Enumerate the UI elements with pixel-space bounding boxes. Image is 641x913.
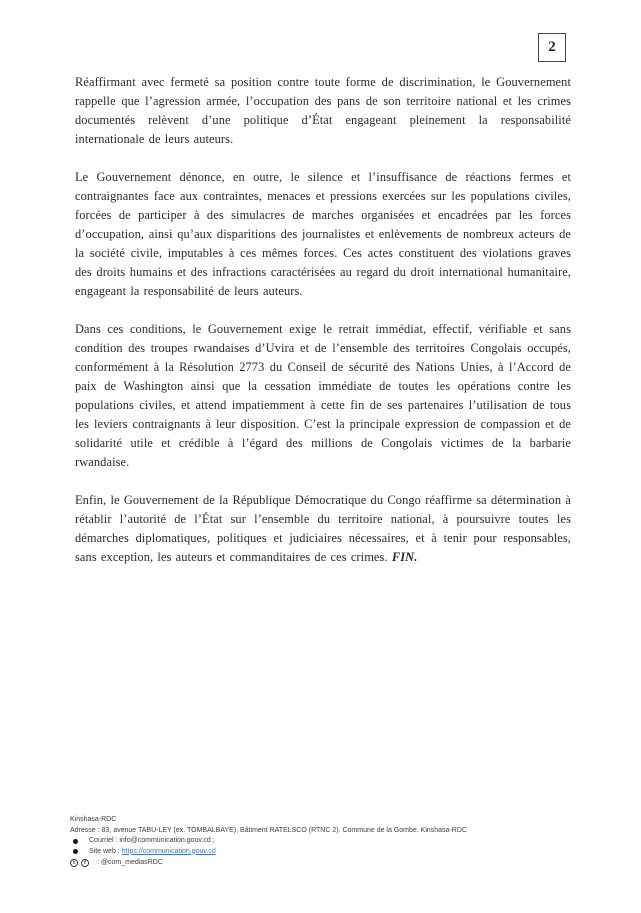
footer-social-line [70, 858, 570, 869]
twitter-icon: t [70, 859, 78, 867]
paragraph-conclusion-text: Enfin, le Gouvernement de la République Démocratique du Congo réaffirme sa détermination à rétablir l’autorité de l’État sur l’ensemble du territoire national, à poursuivre toutes les démarches diplomatiques, politiques et judiciaires nécessaires, et à tenir pour responsables, sans exception, les auteurs et commanditaires de ces crimes. [75, 493, 571, 564]
paragraph-conclusion [75, 491, 571, 567]
facebook-icon: f [81, 859, 89, 867]
footer-website-label: Site web : [89, 847, 120, 855]
footer-email-line [70, 836, 570, 847]
document-footer [70, 815, 570, 869]
paragraph-exigences: Dans ces conditions, le Gouvernement exige le retrait immédiat, effectif, vérifiable et sans condition des troupes rwandaises d’Uvira et de l’ensemble des territoires Congolais occupés, conformément à la Résolution 2773 du Conseil de sécurité des Nations Unies, à l’Accord de paix de Washington ainsi que la cessation immédiate de toutes les opérations contre les populations civiles, et attend impatiemment à cette fin de ses partenaires l’utilisation de tous les leviers contraignants à leur disposition. C’est la principale expression de compassion et de solidarité utile et crédible à l’égard des millions de Congolais victimes de la barbarie rwandaise. [75, 322, 571, 469]
paragraph-reaffirmation: Réaffirmant avec fermeté sa position contre toute forme de discrimination, le Gouvernement rappelle que l’agression armée, l’occupation des pans de son territoire national et les crimes documentés relèvent d’une politique d’État engageant pleinement la responsabilité internationale de leurs auteurs. [75, 75, 571, 146]
footer-email: Courriel : info@communication.gouv.cd ; [89, 837, 215, 844]
bullet-icon [73, 839, 78, 844]
bullet-icon [73, 849, 78, 854]
footer-address: Adresse : 83, avenue TABU-LEY (ex. TOMBALBAYE), Bâtiment RATELSCO (RTNC 2). Commune de la Gombe. Kinshasa-RDC [70, 826, 467, 834]
fin-marker: FIN. [391, 550, 418, 564]
footer-city: Kinshasa-RDC [70, 816, 117, 823]
page-number: 2 [548, 39, 556, 55]
footer-website-line [70, 847, 570, 858]
document-body [75, 73, 571, 586]
footer-social-handle: : @com_mediasRDC [97, 859, 163, 866]
footer-website-link[interactable]: https://communication.gouv.cd [121, 847, 216, 855]
paragraph-denonciation: Le Gouvernement dénonce, en outre, le silence et l’insuffisance de réactions fermes et contraignantes face aux contraintes, menaces et pressions exercées sur les populations civiles, forcées de participer à des simulacres de marches organisées et encadrées par les forces d’occupation, ainsi qu’aux disparitions des journalistes et enlèvements de nombreux acteurs de la société civile, imputables à ces mêmes forces. Ces actes constituent des violations graves des droits humains et des infractions caractérisées au regard du droit international humanitaire, engageant la responsabilité de leurs auteurs. [75, 170, 571, 298]
page-number-box [538, 33, 566, 62]
